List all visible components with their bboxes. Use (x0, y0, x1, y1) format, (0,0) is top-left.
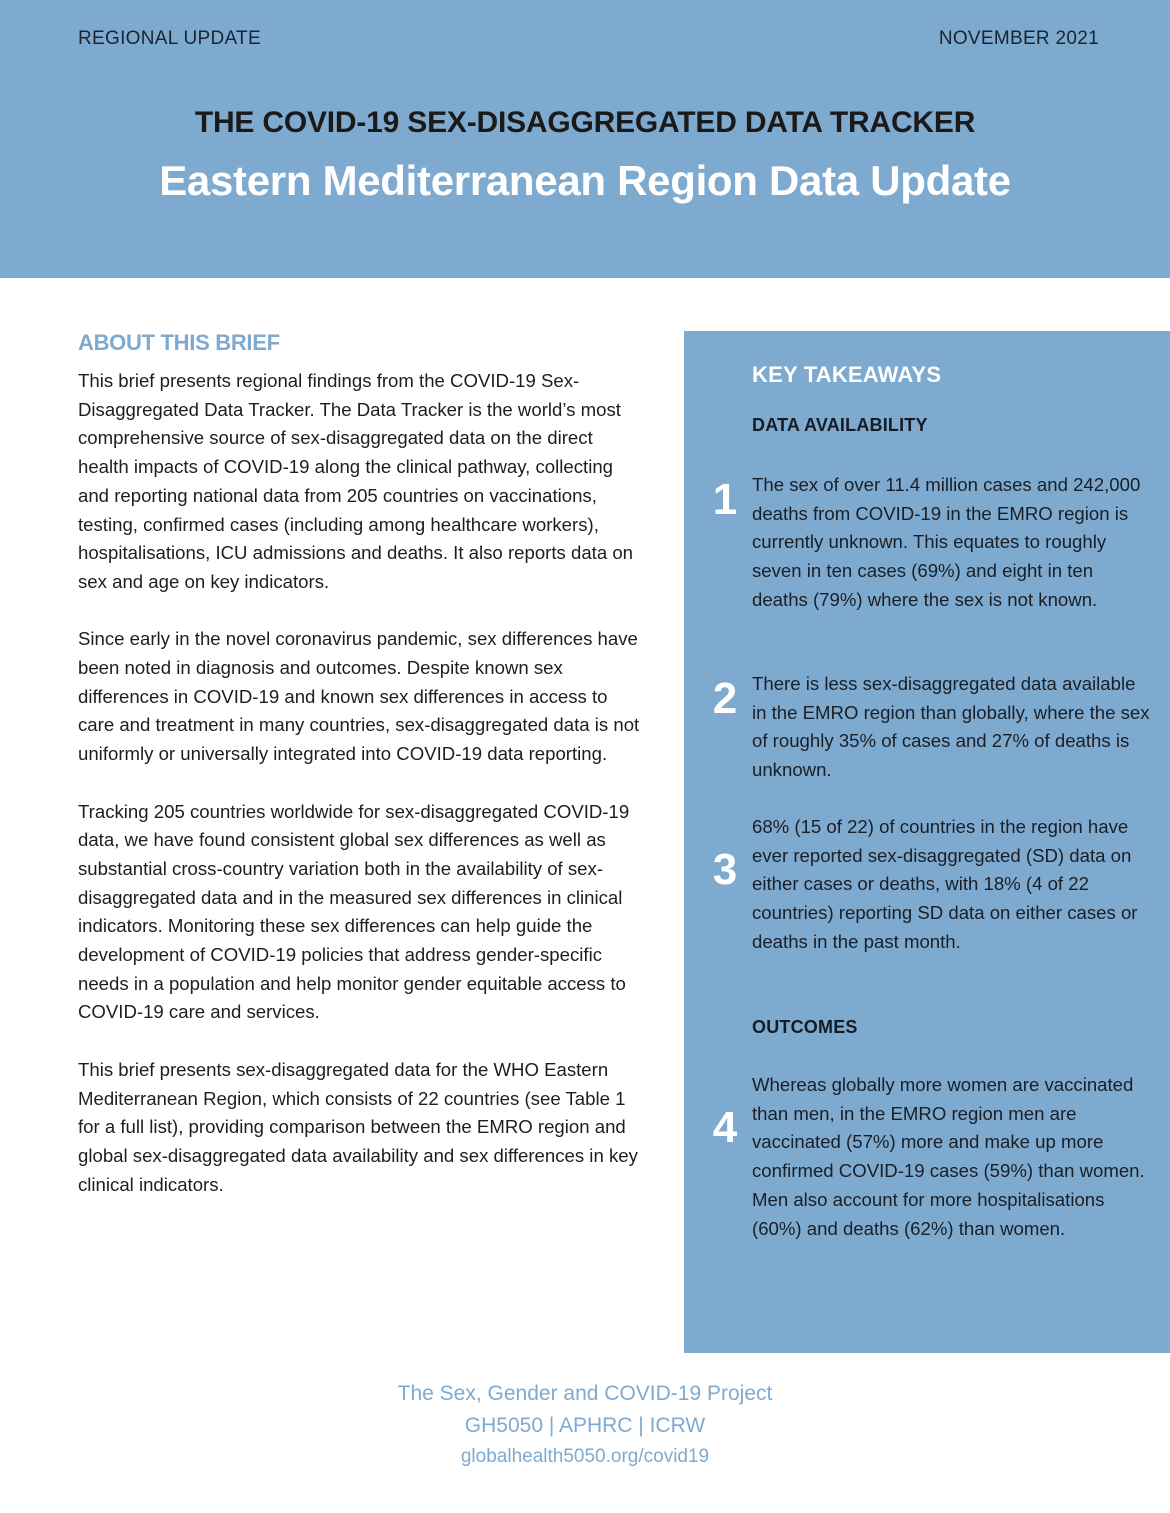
header-band (0, 0, 1170, 278)
page-title: Eastern Mediterranean Region Data Update (159, 157, 1011, 204)
takeaway-number: 3 (712, 845, 738, 894)
takeaway-text: Whereas globally more women are vaccinated than men, in the EMRO region men are vaccinated (57%) more and make up more confirmed COVID-19 cases (59%) than women. Men also account for more hospitalisations (60%) and deaths (62%) than women. (752, 1074, 1145, 1239)
footer (0, 1382, 1170, 1476)
about-paragraph-3: Tracking 205 countries worldwide for sex-disaggregated COVID-19 data, we have found consistent global sex differences as well as substantial cross-country variation both in the availability of sex-disaggregated data and in the measured sex differences in clinical indicators. Monitoring these sex differences can help guide the development of COVID-19 policies that address gender-specific needs in a population and help monitor gender equitable access to COVID-19 care and services. (78, 800, 630, 1023)
tracker-title: THE COVID-19 SEX-DISAGGREGATED DATA TRACKER (194, 106, 976, 139)
website-link[interactable]: globalhealth5050.org/covid19 (460, 1446, 710, 1467)
takeaway-text: The sex of over 11.4 million cases and 242,000 deaths from COVID-19 in the EMRO region is currently unknown. This equates to roughly seven in ten cases (69%) and eight in ten deaths (79%) where the sex is not known. (752, 474, 1141, 610)
about-paragraph-1: This brief presents regional findings from the COVID-19 Sex-Disaggregated Data Tracker. The Data Tracker is the world’s most comprehensive source of sex-disaggregated data on the direct health impacts of COVID-19 along the clinical pathway, collecting and reporting national data from 205 countries on vaccinations, testing, confirmed cases (including among healthcare workers), hospitalisations, ICU admissions and deaths. It also reports data on sex and age on key indicators. (78, 370, 634, 592)
about-section (78, 330, 648, 1228)
report-type-label: REGIONAL UPDATE (78, 28, 261, 49)
takeaway-text: There is less sex-disaggregated data available in the EMRO region than globally, where the sex of roughly 35% of cases and 27% of deaths is unknown. (752, 673, 1150, 781)
takeaway-number: 4 (712, 1103, 738, 1152)
about-paragraph-2: Since early in the novel coronavirus pandemic, sex differences have been noted in diagnosis and outcomes. Despite known sex differences in COVID-19 and known sex differences in access to care and treatment in many countries, sex-disaggregated data is not uniformly or universally integrated into COVID-19 data reporting. (78, 628, 640, 765)
key-takeaways-panel (684, 331, 1170, 1353)
partner-list: GH5050 | APHRC | ICRW (464, 1414, 706, 1437)
takeaway-number: 1 (712, 475, 738, 524)
section-label-outcomes: OUTCOMES (752, 1017, 858, 1037)
report-date: NOVEMBER 2021 (938, 28, 1099, 49)
takeaway-number: 2 (712, 674, 738, 723)
takeaways-heading: KEY TAKEAWAYS (752, 362, 942, 387)
about-heading: ABOUT THIS BRIEF (78, 330, 280, 355)
about-paragraph-4: This brief presents sex-disaggregated data for the WHO Eastern Mediterranean Region, which consists of 22 countries (see Table 1 for a full list), providing comparison between the EMRO region and global sex-disaggregated data availability and sex differences in key clinical indicators. (78, 1058, 638, 1195)
takeaway-text: 68% (15 of 22) of countries in the region have ever reported sex-disaggregated (SD) data on either cases or deaths, with 18% (4 of 22 countries) reporting SD data on either cases or deaths in the past month. (752, 816, 1138, 952)
project-name: The Sex, Gender and COVID-19 Project (397, 1382, 773, 1405)
section-label-data-availability: DATA AVAILABILITY (752, 415, 928, 435)
